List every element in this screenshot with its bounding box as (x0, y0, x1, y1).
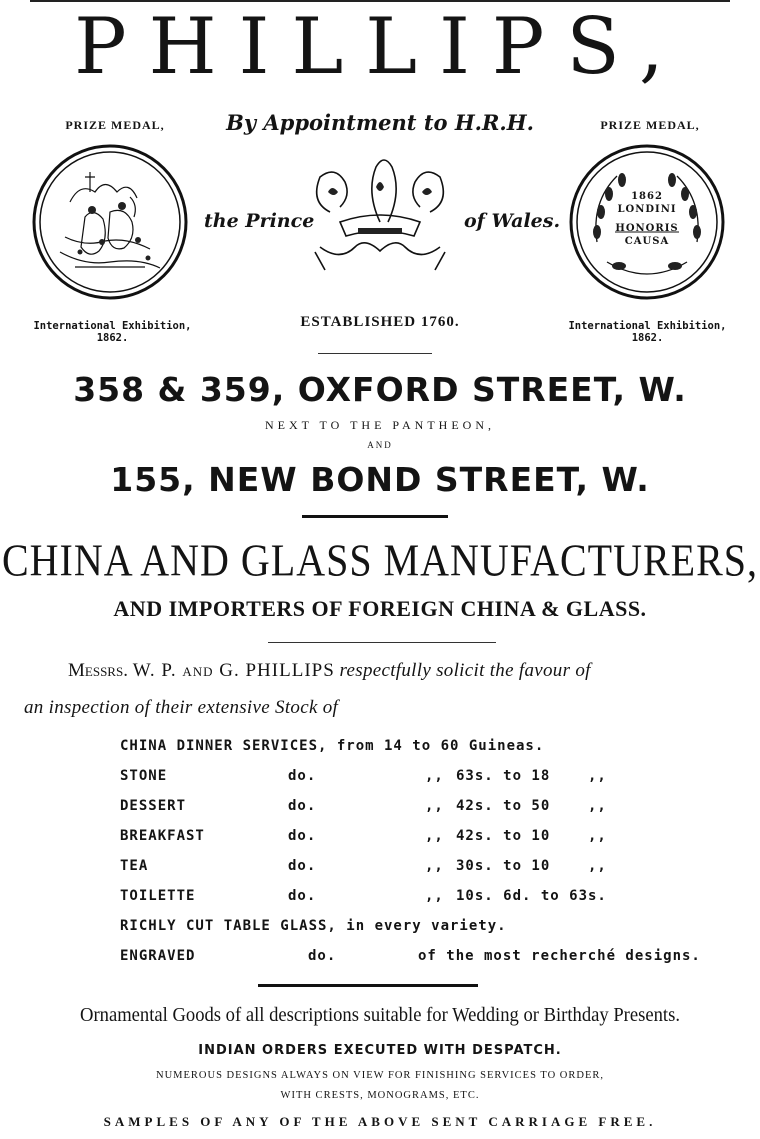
indian-orders-text: INDIAN ORDERS EXECUTED WITH DESPATCH. (198, 1043, 562, 1058)
price-end: ,, (588, 768, 607, 784)
price-range: 10s. 6d. to 63s. (456, 888, 607, 904)
price-row-engraved-ditto: do. (308, 948, 337, 964)
appointment-text: By Appointment to H.R.H. (226, 110, 534, 135)
divider (258, 984, 478, 987)
brand-title: PHILLIPS, (74, 2, 686, 92)
medal-inscription-line: LONDINI (617, 204, 677, 215)
intro-suffix: respectfully solicit the favour of (339, 660, 591, 681)
price-row-cut-glass: RICHLY CUT TABLE GLASS, in every variety. (120, 918, 507, 934)
numerous-designs-text: NUMEROUS DESIGNS ALWAYS ON VIEW FOR FINISHING SERVICES TO ORDER, (155, 1070, 604, 1081)
prince-text-right: of Wales. (464, 210, 561, 232)
price-end: ,, (588, 828, 607, 844)
oxford-street-address: 358 & 359, OXFORD STREET, W. (73, 370, 687, 409)
right-medal-label: PRIZE MEDAL, (600, 118, 700, 132)
established-text: ESTABLISHED 1760. (300, 314, 460, 330)
right-exhibition-label (555, 320, 740, 344)
price-ditto: do. (288, 888, 317, 904)
price-mark: ,, (425, 888, 444, 904)
left-medal-label: PRIZE MEDAL, (65, 118, 165, 132)
medal-inscription-line: HONORIS (615, 223, 679, 234)
ornamental-goods-text: Ornamental Goods of all descriptions suitable for Wedding or Birthday Presents. (80, 1004, 680, 1026)
price-ditto: do. (288, 768, 317, 784)
price-mark: ,, (425, 768, 444, 784)
prince-of-wales-feathers-icon (300, 152, 460, 282)
intro-prefix: Messrs. (68, 660, 128, 681)
price-item: TOILETTE (120, 888, 196, 904)
left-exhibition-name: International Exhibition, (33, 320, 192, 332)
price-ditto: do. (288, 828, 317, 844)
divider (302, 515, 448, 518)
price-mark: ,, (425, 828, 444, 844)
next-to-pantheon: NEXT TO THE PANTHEON, (264, 418, 495, 432)
price-item: TEA (120, 858, 149, 874)
price-mark: ,, (425, 798, 444, 814)
price-mark: ,, (425, 858, 444, 874)
price-ditto: do. (288, 798, 317, 814)
and-text: AND (367, 440, 393, 450)
right-medal-inscription (597, 190, 697, 248)
price-range: 42s. to 50 (456, 798, 551, 814)
price-item: DESSERT (120, 798, 187, 814)
business-subheading: AND IMPORTERS OF FOREIGN CHINA & GLASS. (113, 596, 647, 621)
crests-text: WITH CRESTS, MONOGRAMS, ETC. (280, 1090, 480, 1101)
medal-inscription-line: 1862 (631, 191, 663, 202)
price-item: BREAKFAST (120, 828, 205, 844)
price-range: 42s. to 10 (456, 828, 551, 844)
intro-names: W. P. and G. PHILLIPS (132, 660, 335, 681)
prince-text-left: the Prince (204, 210, 315, 232)
intro-line-2: an inspection of their extensive Stock of (24, 697, 339, 718)
intro-line-1 (68, 660, 738, 682)
right-exhibition-year: 1862. (631, 332, 664, 344)
price-ditto: do. (288, 858, 317, 874)
price-end: ,, (588, 858, 607, 874)
price-row-dinner: CHINA DINNER SERVICES, from 14 to 60 Guineas. (120, 738, 545, 754)
medal-inscription-line: CAUSA (624, 236, 670, 247)
price-row-engraved-item: ENGRAVED (120, 948, 196, 964)
right-exhibition-name: International Exhibition, (568, 320, 727, 332)
price-end: ,, (588, 798, 607, 814)
left-prize-medal-icon (30, 142, 190, 302)
price-range: 63s. to 18 (456, 768, 551, 784)
divider (268, 642, 496, 643)
new-bond-street-address: 155, NEW BOND STREET, W. (110, 460, 650, 499)
price-row-engraved-rest: of the most recherché designs. (418, 948, 701, 964)
samples-text: SAMPLES OF ANY OF THE ABOVE SENT CARRIAGE FREE. (103, 1114, 657, 1129)
left-exhibition-year: 1862. (96, 332, 129, 344)
left-exhibition-label (20, 320, 205, 344)
business-heading: CHINA AND GLASS MANUFACTURERS, (1, 534, 759, 586)
divider (318, 353, 432, 354)
price-range: 30s. to 10 (456, 858, 551, 874)
price-item: STONE (120, 768, 168, 784)
